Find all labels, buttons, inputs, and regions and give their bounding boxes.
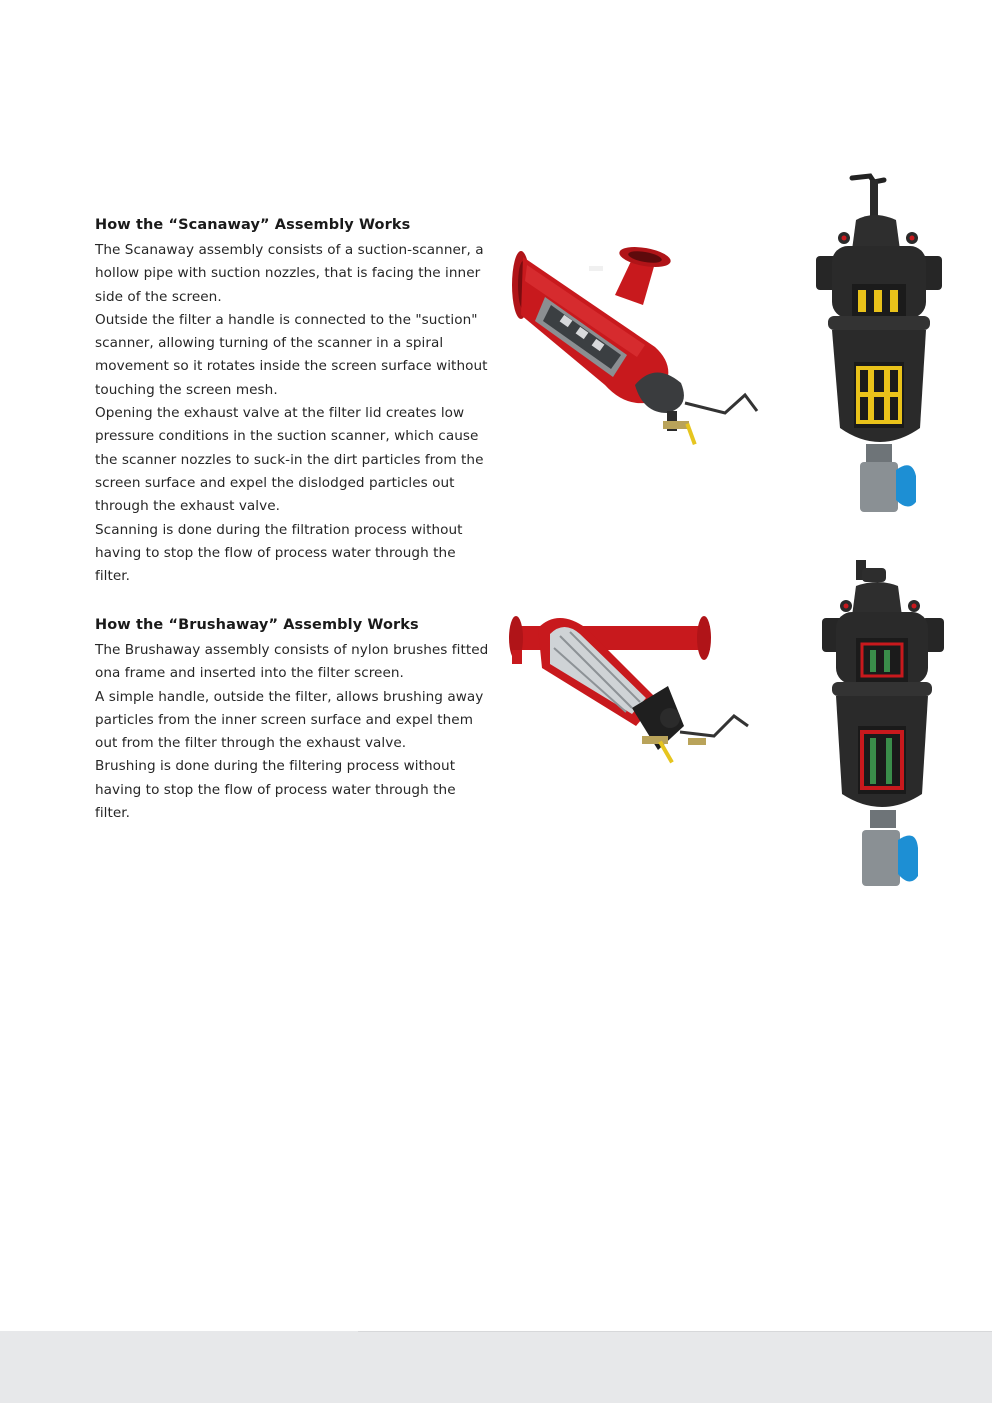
footer-band [0,1331,992,1403]
brushaway-heading: How the “Brushaway” Assembly Works [95,617,419,633]
brushaway-paragraph-3: Brushing is done during the filtering process without having to stop the flow of process water through the filter. [95,758,456,822]
scanaway-paragraph-4: Scanning is done during the filtration process without having to stop the flow of process water through the filter. [95,521,463,585]
brushaway-paragraph-2: A simple handle, outside the filter, allows brushing away particles from the inner screen surface and expel them out from the filter through the exhaust valve. [95,688,484,752]
footer-divider [358,1331,992,1332]
scanaway-section [95,213,495,588]
brushaway-paragraph-1: The Brushaway assembly consists of nylon brushes fitted ona frame and inserted into the filter screen. [95,642,489,682]
scanaway-heading: How the “Scanaway” Assembly Works [95,217,411,233]
scanaway-paragraph-3: Opening the exhaust valve at the filter lid creates low pressure conditions in the suction scanner, which cause the scanner nozzles to suck-in the dirt particles from the screen surface and expel the dislodged particles out through the exhaust valve. [95,405,484,515]
brushaway-red-filter-image [508,608,758,778]
scanaway-paragraph-1: The Scanaway assembly consists of a suction-scanner, a hollow pipe with suction nozzles, that is facing the inner side of the screen. [95,242,484,305]
scanaway-black-filter-image [812,172,952,520]
brushaway-section [95,613,495,825]
scanaway-paragraph-2: Outside the filter a handle is connected to the "suction" scanner, allowing turning of the scanner in a spiral movement so it rotates inside the screen surface without touching the screen mesh. [95,311,488,398]
scanaway-red-filter-image [505,235,765,455]
brushaway-black-filter-image [818,558,950,894]
